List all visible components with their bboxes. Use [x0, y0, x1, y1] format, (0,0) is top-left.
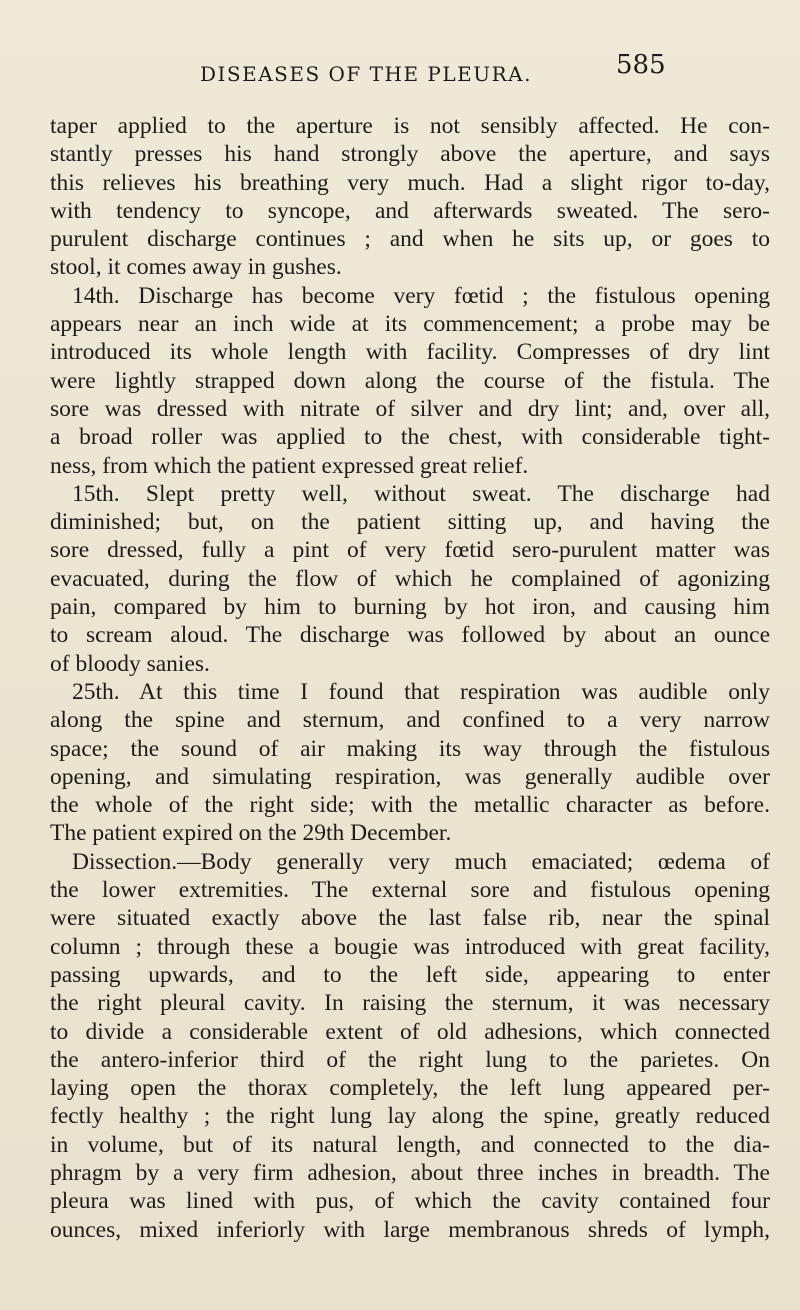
text-line: pleura was lined with pus, of which the cavity contained four	[50, 1188, 770, 1215]
text-line: pain, compared by him to burning by hot iron, and causing him	[50, 594, 770, 621]
text-line: in volume, but of its natural length, and connected to the dia-	[50, 1131, 770, 1158]
text-line: with tendency to syncope, and afterwards sweated. The sero-	[50, 197, 770, 224]
text-line: space; the sound of air making its way through the fistulous	[50, 735, 770, 762]
text-line: opening, and simulating respiration, was generally audible over	[50, 763, 770, 790]
text-line: 25th. At this time I found that respiration was audible only	[72, 678, 770, 705]
text-line: stantly presses his hand strongly above the aperture, and says	[50, 141, 770, 168]
text-line: diminished; but, on the patient sitting up, and having the	[50, 509, 770, 536]
text-line: this relieves his breathing very much. Had a slight rigor to-day,	[50, 169, 770, 196]
text-line: fectly healthy ; the right lung lay along the spine, greatly reduced	[50, 1103, 770, 1130]
text-line: stool, it comes away in gushes.	[50, 254, 342, 281]
running-head: DISEASES OF THE PLEURA.	[200, 62, 532, 86]
text-line: to scream aloud. The discharge was followed by about an ounce	[50, 622, 770, 649]
text-line: phragm by a very firm adhesion, about three inches in breadth. The	[50, 1159, 770, 1186]
text-line: ounces, mixed inferiorly with large membranous shreds of lymph,	[50, 1216, 770, 1243]
text-line: passing upwards, and to the left side, appearing to enter	[50, 961, 770, 988]
text-line: the lower extremities. The external sore and fistulous opening	[50, 877, 770, 904]
text-line: sore dressed, fully a pint of very fœtid sero-purulent matter was	[50, 537, 770, 564]
text-line: the right pleural cavity. In raising the sternum, it was necessary	[50, 990, 770, 1017]
text-line: sore was dressed with nitrate of silver and dry lint; and, over all,	[50, 395, 770, 422]
text-line: a broad roller was applied to the chest, with considerable tight-	[50, 424, 770, 451]
text-line: were situated exactly above the last false rib, near the spinal	[50, 905, 770, 932]
text-line: to divide a considerable extent of old adhesions, which connected	[50, 1018, 770, 1045]
text-line: the whole of the right side; with the metallic character as before.	[50, 792, 770, 819]
text-line: evacuated, during the flow of which he complained of agonizing	[50, 565, 770, 592]
text-line: along the spine and sternum, and confined to a very narrow	[50, 707, 770, 734]
text-line: appears near an inch wide at its commencement; a probe may be	[50, 311, 770, 338]
text-line: the antero-inferior third of the right lung to the parietes. On	[50, 1046, 770, 1073]
text-line: introduced its whole length with facility. Compresses of dry lint	[50, 339, 770, 366]
text-line: were lightly strapped down along the course of the fistula. The	[50, 367, 770, 394]
text-line: 15th. Slept pretty well, without sweat. The discharge had	[72, 480, 770, 507]
text-line: taper applied to the aperture is not sensibly affected. He con-	[50, 113, 770, 139]
text-line: 14th. Discharge has become very fœtid ; the fistulous opening	[72, 282, 770, 309]
text-line: column ; through these a bougie was introduced with great facility,	[50, 933, 770, 960]
text-line: The patient expired on the 29th December.	[50, 820, 452, 847]
text-line: Dissection.—Body generally very much emaciated; œdema of	[72, 848, 770, 875]
text-line: of bloody sanies.	[50, 650, 210, 677]
text-line: ness, from which the patient expressed great relief.	[50, 452, 529, 479]
body-text	[50, 112, 770, 1244]
text-line: purulent discharge continues ; and when he sits up, or goes to	[50, 226, 770, 253]
text-line: laying open the thorax completely, the left lung appeared per-	[50, 1075, 770, 1102]
page-number: 585	[616, 50, 666, 80]
